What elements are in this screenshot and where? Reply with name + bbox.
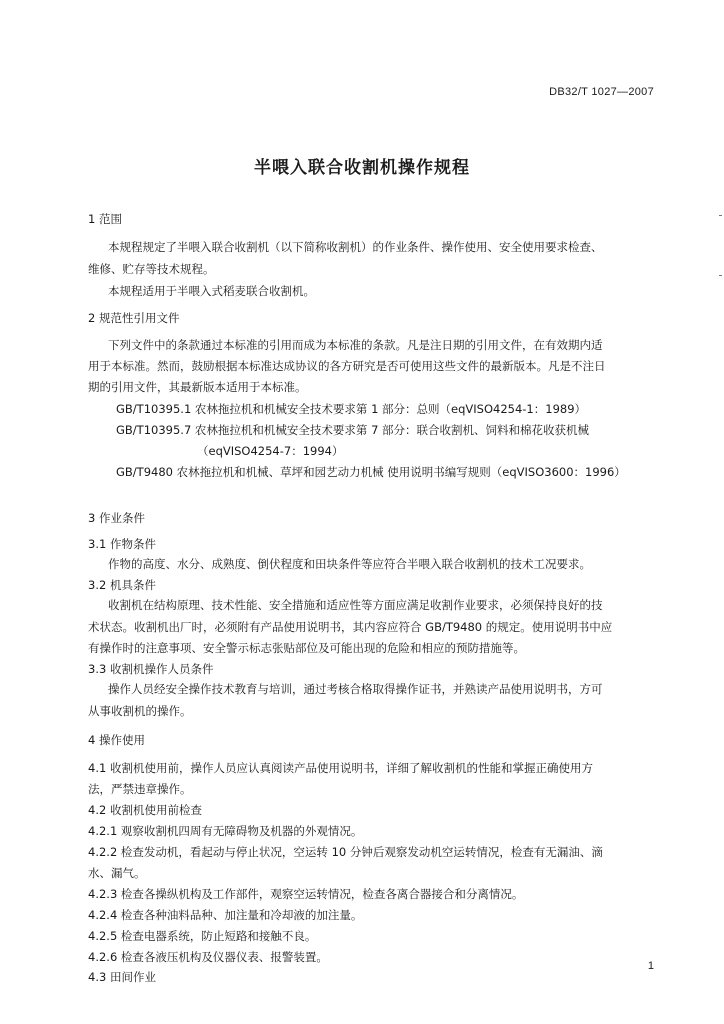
paragraph-line: 法，严禁违章操作。 <box>88 782 192 796</box>
clause-line: 4.2.1 观察收割机四周有无障碍物及机器的外观情况。 <box>88 824 363 838</box>
clause-line: 4.2.6 检查各液压机构及仪器仪表、报警装置。 <box>88 950 328 964</box>
subsection-heading: 4.2 收割机使用前检查 <box>88 803 202 817</box>
section-heading: 2 规范性引用文件 <box>88 311 180 325</box>
subsection-heading: 4.3 田间作业 <box>88 970 156 984</box>
paragraph-line: 下列文件中的条款通过本标准的引用而成为本标准的条款。凡是注日期的引用文件，在有效期内适 <box>108 338 603 352</box>
paragraph-line: 用于本标准。然而，鼓励根据本标准达成协议的各方研究是否可使用这些文件的最新版本。凡是不注日 <box>88 359 606 373</box>
clause-line: 水、漏气。 <box>88 866 146 880</box>
paragraph-line: 本规程适用于半喂入式稻麦联合收割机。 <box>108 284 315 298</box>
paragraph-line: 从事收割机的操作。 <box>88 704 192 718</box>
section-heading: 3 作业条件 <box>88 511 145 525</box>
section-heading: 1 范围 <box>88 212 122 226</box>
subsection-heading: 3.1 作物条件 <box>88 537 156 551</box>
paragraph-line: 收割机在结构原理、技术性能、安全措施和适应性等方面应满足收割作业要求，必须保持良好的技 <box>108 598 603 612</box>
reference-line: GB/T10395.1 农林拖拉机和机械安全技术要求第 1 部分：总则（eqVISO4254-1：1989） <box>116 402 587 416</box>
clause-line: 4.2.5 检查电器系统，防止短路和接触不良。 <box>88 929 317 943</box>
scan-edge-mark <box>719 215 722 216</box>
section-heading: 4 操作使用 <box>88 733 145 747</box>
paragraph-line: 作物的高度、水分、成熟度、倒伏程度和田块条件等应符合半喂入联合收割机的技术工况要求。 <box>108 557 591 571</box>
reference-line: GB/T9480 农林拖拉机和机械、草坪和园艺动力机械 使用说明书编写规则（eqVISO3600：1996） <box>116 465 626 479</box>
standard-number: DB32/T 1027—2007 <box>549 86 654 98</box>
paragraph-line: 有操作时的注意事项、安全警示标志张贴部位及可能出现的危险和相应的预防措施等。 <box>88 641 525 655</box>
document-title: 半喂入联合收割机操作规程 <box>254 158 470 178</box>
paragraph-line: 本规程规定了半喂入联合收割机（以下简称收割机）的作业条件、操作使用、安全使用要求检查、 <box>108 240 603 254</box>
paragraph-line: 期的引用文件，其最新版本适用于本标准。 <box>88 380 307 394</box>
scan-edge-mark <box>719 275 722 276</box>
subsection-heading: 3.2 机具条件 <box>88 578 156 592</box>
clause-line: 4.2.3 检查各操纵机构及工作部件，观察空运转情况，检查各离合器接合和分离情况。 <box>88 887 524 901</box>
clause-line: 4.2.2 检查发动机，看起动与停止状况，空运转 10 分钟后观察发动机空运转情况，检查有无漏油、滴 <box>88 845 603 859</box>
paragraph-line: 操作人员经安全操作技术教育与培训，通过考核合格取得操作证书，并熟读产品使用说明书，方可 <box>108 682 603 696</box>
paragraph-line: 4.1 收割机使用前，操作人员应认真阅读产品使用说明书，详细了解收割机的性能和掌握正确使用方 <box>88 761 593 775</box>
page-number: 1 <box>647 960 654 972</box>
subsection-heading: 3.3 收割机操作人员条件 <box>88 662 214 676</box>
clause-line: 4.2.4 检查各种油料品种、加注量和冷却液的加注量。 <box>88 908 363 922</box>
reference-line: GB/T10395.7 农林拖拉机和机械安全技术要求第 7 部分：联合收割机、饲料和棉花收获机械 <box>116 423 590 437</box>
paragraph-line: 维修、贮存等技术规程。 <box>88 262 215 276</box>
paragraph-line: 术状态。收割机出厂时，必须附有产品使用说明书，其内容应符合 GB/T9480 的规定。使用说明书中应 <box>88 620 613 634</box>
reference-line: （eqVISO4254-7：1994） <box>197 444 344 458</box>
